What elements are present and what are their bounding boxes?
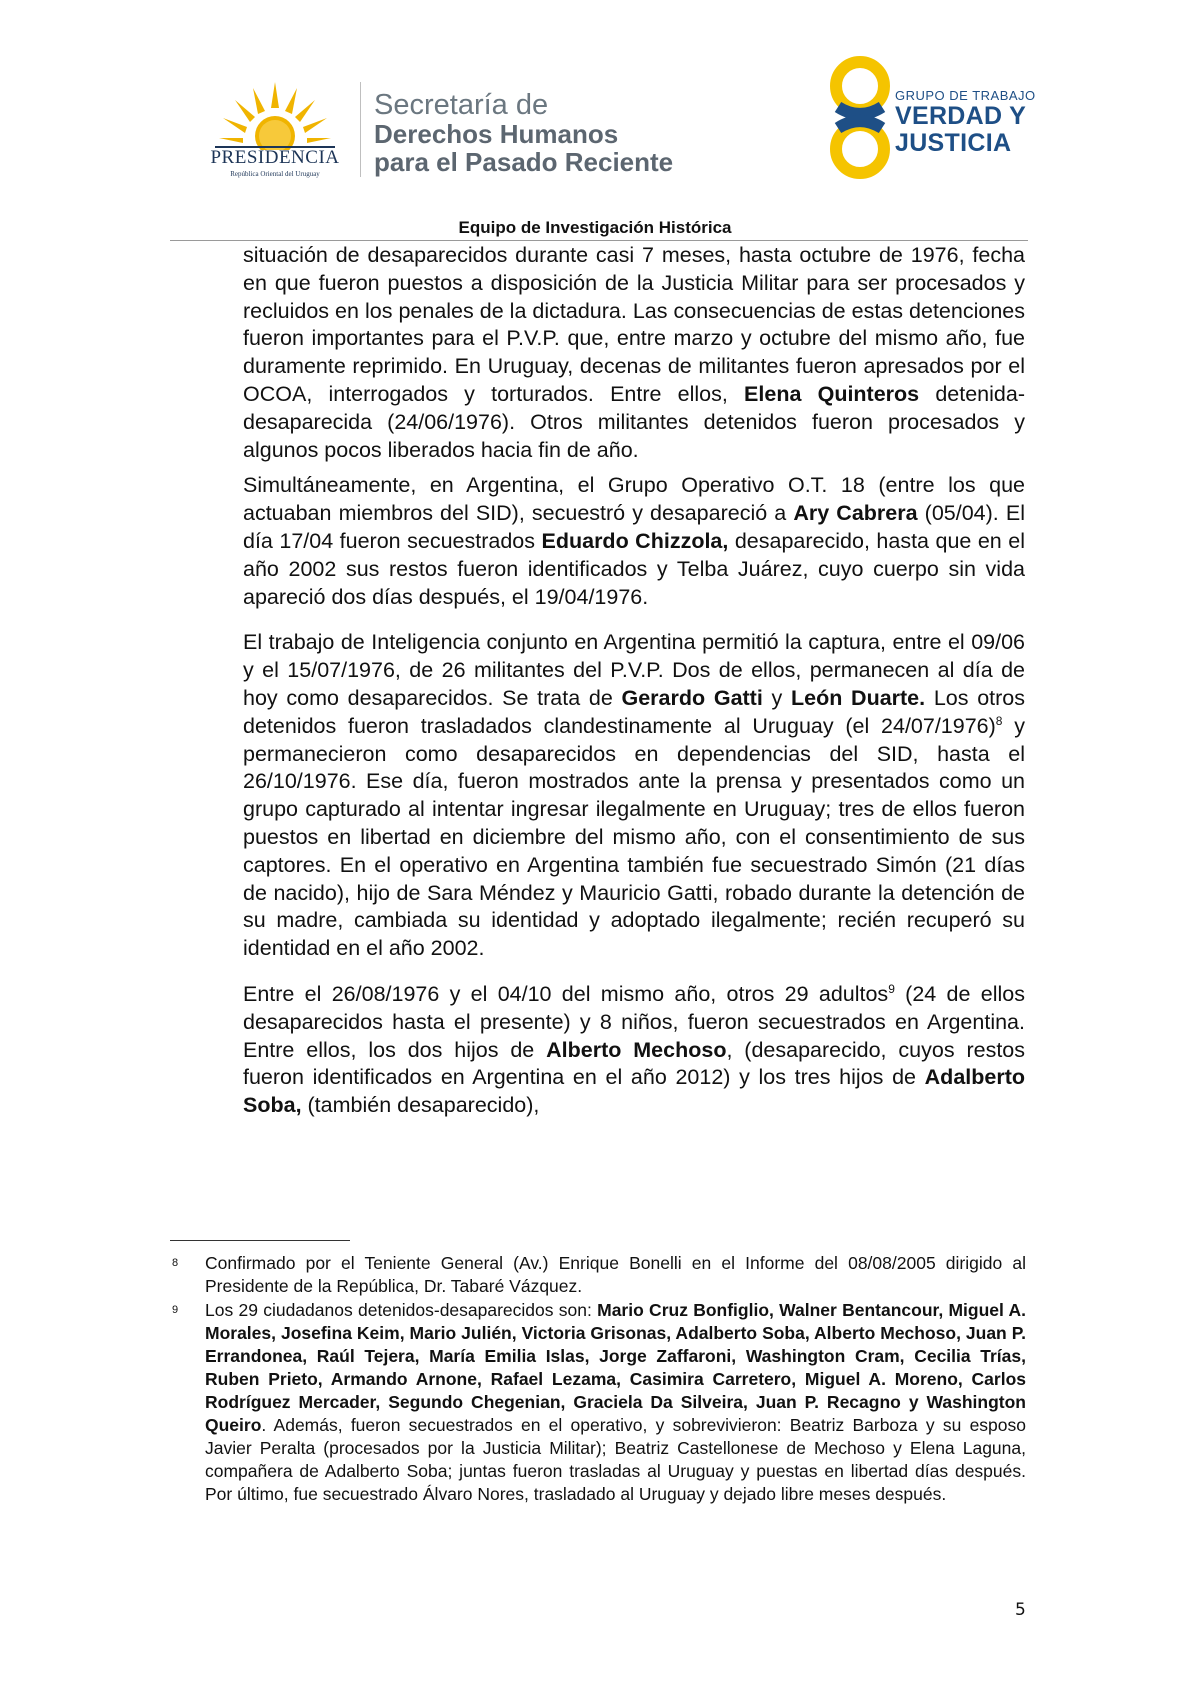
secretaria-line3: para el Pasado Reciente [374,147,674,177]
page-number: 5 [1015,1600,1026,1620]
paragraph-2: Simultáneamente, en Argentina, el Grupo Operativo O.T. 18 (entre los que actuaban miembros del SID), secuestró y desapareció a Ary Cabrera (05/04). El día 17/04 fueron secuestrados Eduardo Chizzola, desaparecido, hasta que en el año 2002 sus restos fueron identificados y Telba Juárez, cuyo cuerpo sin vida apareció dos días después, el 19/04/1976. [243,473,1025,609]
header-divider [360,82,361,177]
team-title: Equipo de Investigación Histórica [458,218,732,237]
secretaria-logo-text [374,90,673,176]
paragraph-1: situación de desaparecidos durante casi 7 meses, hasta octubre de 1976, fecha en que fueron puestos a disposición de la Justicia Militar para ser procesados y recluidos en los penales de la dictadura. Las consecuencias de estas detenciones fueron importantes para el P.V.P. que, entre marzo y octubre del mismo año, fue duramente reprimido. En Uruguay, decenas de militantes fueron apresados por el OCOA, interrogados y torturados. Entre ellos, Elena Quinteros detenida-desaparecida (24/06/1976). Otros militantes detenidos fueron procesados y algunos pocos liberados hacia fin de año. [243,243,1025,462]
footnote-number: 9 [172,1304,179,1316]
footnote-number: 8 [172,1257,179,1269]
name-eduardo-chizzola: Eduardo Chizzola, [541,528,729,553]
name-alberto-mechoso: Alberto Mechoso [546,1037,727,1062]
secretaria-line2: Derechos Humanos [374,119,619,149]
main-text [243,242,1025,1128]
name-leon-duarte: León Duarte. [790,685,926,710]
verdad-justicia-text [895,88,1036,157]
grupo-line1: GRUPO DE TRABAJO [895,88,1036,103]
name-gerardo-gatti: Gerardo Gatti [621,685,763,710]
footnote-ref-9[interactable]: 9 [888,981,895,996]
paragraph-4: Entre el 26/08/1976 y el 04/10 del mismo año, otros 29 adultos$^9$ (24 de ellos desaparecidos hasta el presente) y 8 niños, fueron secuestrados en Argentina. Entre ellos, los dos hijos de Alberto Mechoso, (desaparecido, cuyos restos fueron identificados en Argentina en el año 2012) y los tres hijos de Adalberto Soba, (también desaparecido), [243,981,1026,1118]
footnote-9: 9 Los 29 ciudadanos detenidos-desaparecidos son: Mario Cruz Bonfiglio, Walner Bentancour, Miguel A. Morales, Josefina Keim, Mario Julién, Victoria Grisonas, Adalberto Soba, Alberto Mechoso, Juan P. Errandonea, Raúl Tejera, María Emilia Islas, Jorge Zaffaroni, Washington Cram, Cecilia Trías, Ruben Prieto, Armando Arnone, Rafael Lezama, Casimira Carretero, Miguel A. Moreno, Carlos Rodríguez Mercader, Segundo Chegenian, Graciela Da Silveira, Juan P. Recagno y Washington Queiro. Además, fueron secuestrados en el operativo, y sobrevivieron: Beatriz Barboza y su esposo Javier Peralta (procesados por la Justicia Militar); Beatriz Castellonese de Mechoso y Elena Laguna, compañera de Adalberto Soba; juntas fueron trasladas al Uruguay y puestas en libertad días después. Por último, fue secuestrado Álvaro Nores, trasladado al Uruguay y dejado libre meses después. [172,1300,1026,1504]
presidencia-logo [195,80,355,180]
disappeared-names-list: Mario Cruz Bonfiglio, Walner Bentancour, Miguel A. Morales, Josefina Keim, Mario Julién, Victoria Grisonas, Adalberto Soba, Alberto Mechoso, Juan P. Errandonea, Raúl Tejera, María Emilia Islas, Jorge Zaffaroni, Washington Cram, Cecilia Trías, Ruben Prieto, Armando Arnone, Rafael Lezama, Casimira Carretero, Miguel A. Moreno, Carlos Rodríguez Mercader, Segundo Chegenian, Graciela Da Silveira, Juan P. Recagno y Washington Queiro [205,1300,1026,1435]
paragraph-3: El trabajo de Inteligencia conjunto en Argentina permitió la captura, entre el 09/06 y el 15/07/1976, de 26 militantes del P.V.P. Dos de ellos, permanecen al día de hoy como desaparecidos. Se trata de Gerardo Gatti y León Duarte. Los otros detenidos fueron trasladados clandestinamente al Uruguay (el 24/07/1976)$^8$ y permanecieron como desaparecidos en dependencias del SID, hasta el 26/10/1976. Ese día, fueron mostrados ante la prensa y presentados como un grupo capturado al intentar ingresar ilegalmente en Uruguay; tres de ellos fueron puestos en libertad en diciembre del mismo año, con el consentimiento de sus captores. En el operativo en Argentina también fue secuestrado Simón (21 días de nacido), hijo de Sara Méndez y Mauricio Gatti, robado durante la detención de su madre, cambiada su identidad y adoptado ilegalmente; recién recuperó su identidad en el año 2002. [243,630,1025,961]
name-elena-quinteros: Elena Quinteros [744,381,920,406]
name-ary-cabrera: Ary Cabrera [793,501,918,526]
footnote-ref-8[interactable]: 8 [995,713,1003,728]
sun-icon [195,80,355,150]
footnote-rule [170,1240,350,1241]
grupo-line2: VERDAD Y [895,102,1027,130]
secretaria-line1: Secretaría de [374,89,549,121]
name-adalberto-soba: Adalberto Soba, [243,1065,1025,1118]
grupo-line3: JUSTICIA [895,129,1012,157]
footnote-text: Confirmado por el Teniente General (Av.) Enrique Bonelli en el Informe del 08/08/2005 dirigido al Presidente de la República, Dr. Tabaré Vázquez. [205,1253,1026,1296]
page-header [0,0,1190,237]
header-rule [170,240,1028,241]
presidencia-subtitle: República Oriental del Uruguay [230,170,320,178]
verdad-justicia-logo-icon [820,55,900,180]
footnotes [170,1252,1026,1507]
footnote-8 [170,1252,1026,1298]
presidencia-name: PRESIDENCIA [210,147,340,168]
